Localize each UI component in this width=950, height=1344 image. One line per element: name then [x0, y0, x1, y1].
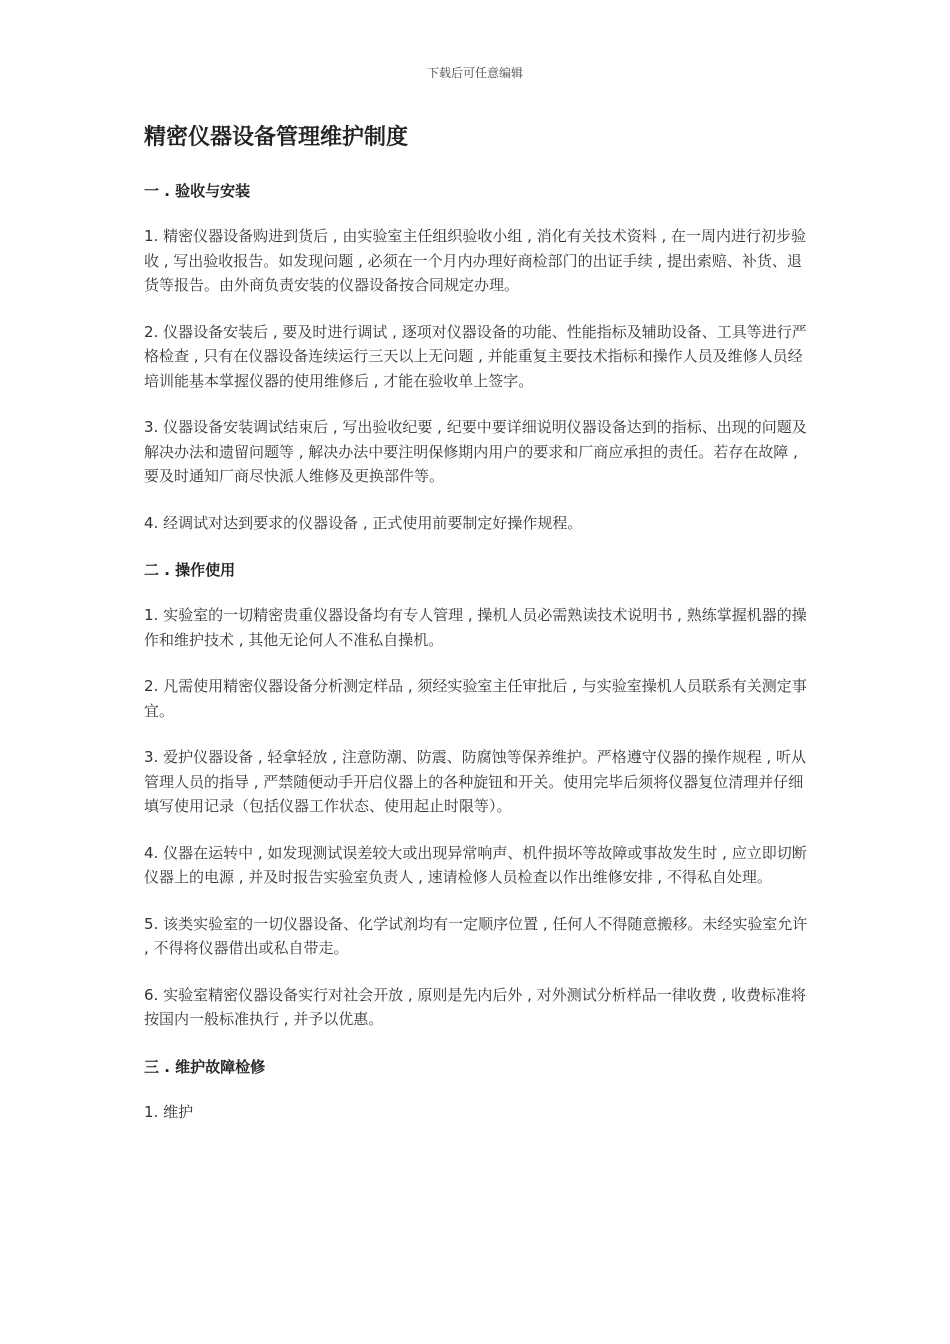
paragraph: 1. 维护 — [144, 1102, 194, 1121]
section-heading: 二 . 操作使用 — [144, 561, 236, 579]
paragraph: 3. 仪器设备安装调试结束后 , 写出验收纪要 , 纪要中要详细说明仪器设备达到的指标、出现的问题及解决办法和遗留问题等 , 解决办法中要注明保修期内用户的要求和厂商应承担的责任。若存在故障 , 要及时通知厂商尽快派人维修及更换部件等。 — [144, 418, 807, 485]
paragraph: 2. 凡需使用精密仪器设备分析测定样品 , 须经实验室主任审批后 , 与实验室操机人员联系有关测定事宜。 — [144, 677, 807, 720]
document-body — [144, 120, 814, 1146]
page-title: 精密仪器设备管理维护制度 — [144, 125, 409, 150]
paragraph: 5. 该类实验室的一切仪器设备、化学试剂均有一定顺序位置 , 任何人不得随意搬移。未经实验室允许 , 不得将仪器借出或私自带走。 — [144, 914, 808, 957]
paragraph: 1. 精密仪器设备购进到货后 , 由实验室主任组织验收小组 , 消化有关技术资料 , 在一周内进行初步验收 , 写出验收报告。如发现问题 , 必须在一个月内办理好商检部门的出证手续 , 提出索赔、补货、退货等报告。由外商负责安装的仪器设备按合同规定办理。 — [144, 227, 806, 294]
section-heading: 三 . 维护故障检修 — [144, 1057, 266, 1076]
section-acceptance-installation — [144, 178, 814, 535]
paragraph: 2. 仪器设备安装后 , 要及时进行调试 , 逐项对仪器设备的功能、性能指标及辅助设备、工具等进行严格检查 , 只有在仪器设备连续运行三天以上无问题 , 并能重复主要技术指标和操作人员及维修人员经培训能基本掌握仪器的使用维修后 , 才能在验收单上签字。 — [144, 322, 807, 390]
paragraph: 4. 仪器在运转中 , 如发现测试误差较大或出现异常响声、机件损坏等故障或事故发生时 , 应立即切断仪器上的电源 , 并及时报告实验室负责人 , 速请检修人员检查以作出维修安排 , 不得私自处理。 — [144, 843, 807, 886]
section-maintenance-repair — [144, 1054, 814, 1125]
paragraph: 6. 实验室精密仪器设备实行对社会开放 , 原则是先内后外 , 对外测试分析样品一律收费 , 收费标准将按国内一般标准执行 , 并予以优惠。 — [144, 985, 806, 1028]
section-heading: 一 . 验收与安装 — [144, 182, 251, 200]
paragraph: 1. 实验室的一切精密贵重仪器设备均有专人管理 , 操机人员必需熟读技术说明书 , 熟练掌握机器的操作和维护技术 , 其他无论何人不准私自操机。 — [144, 606, 807, 649]
paragraph: 3. 爱护仪器设备 , 轻拿轻放 , 注意防潮、防震、防腐蚀等保养维护。严格遵守仪器的操作规程 , 听从管理人员的指导 , 严禁随便动手开启仪器上的各种旋钮和开关。使用完毕后须将仪器复位清理并仔细填写使用记录（包括仪器工作状态、使用起止时限等）。 — [144, 748, 806, 815]
header-note: 下载后可任意编辑 — [426, 66, 523, 80]
section-operation-use — [144, 557, 814, 1032]
paragraph: 4. 经调试对达到要求的仪器设备 , 正式使用前要制定好操作规程。 — [144, 513, 583, 532]
